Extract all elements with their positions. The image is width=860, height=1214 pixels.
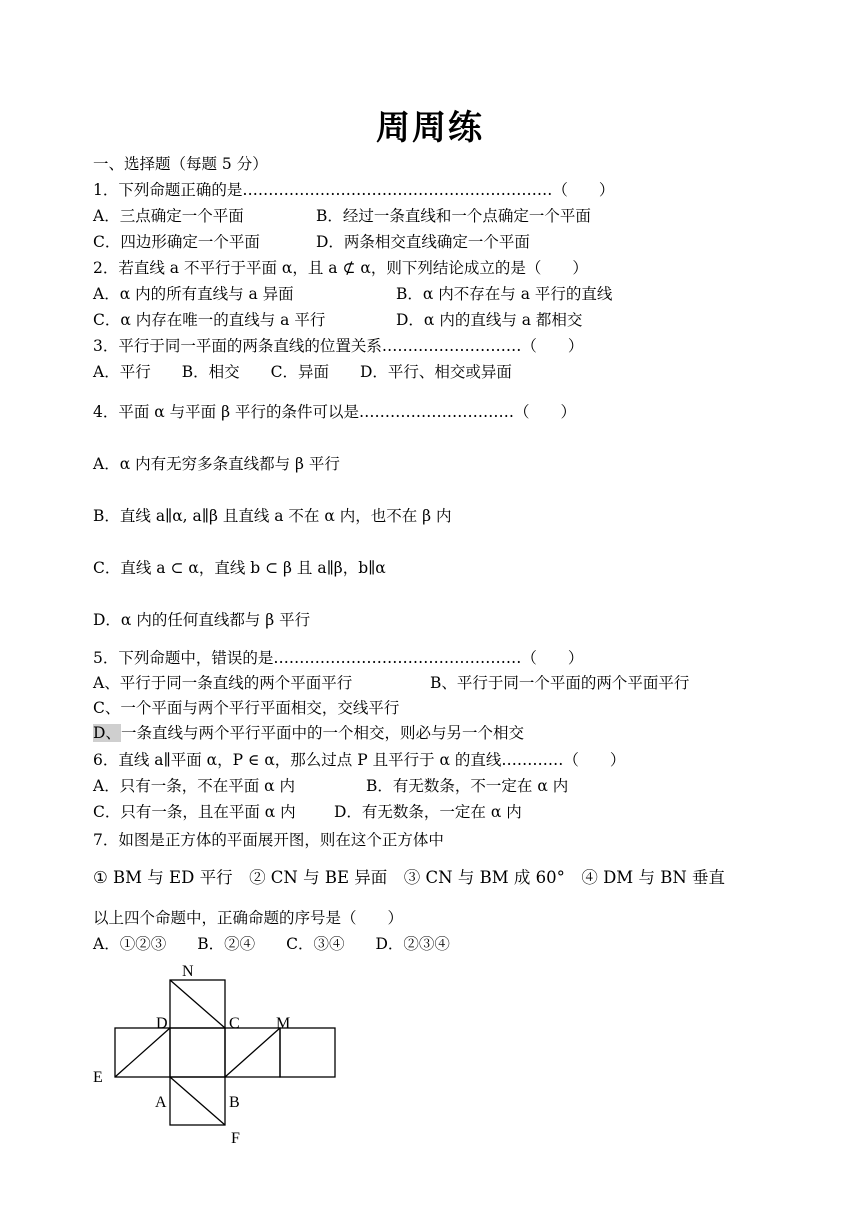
q7-propositions: ① BM 与 ED 平行 ② CN 与 BE 异面 ③ CN 与 BM 成 60° ④ DM 与 BN 垂直 [93, 868, 725, 887]
q1-option-b: B．经过一条直线和一个点确定一个平面 [316, 207, 591, 225]
q1-option-c: C．四边形确定一个平面 [93, 233, 260, 251]
label-f: F [231, 1130, 240, 1147]
label-a: A [155, 1094, 167, 1111]
q5-stem: 5．下列命题中，错误的是…………………………………………（ ） [93, 649, 584, 667]
q2-option-d: D．α 内的直线与 a 都相交 [396, 311, 583, 329]
q5-option-c: C、一个平面与两个平行平面相交，交线平行 [93, 699, 400, 717]
label-c: C [229, 1015, 240, 1032]
q7-options: A．①②③ B．②④ C．③④ D．②③④ [93, 935, 450, 953]
q4-stem: 4．平面 α 与平面 β 平行的条件可以是…………………………（ ） [93, 403, 576, 421]
q4-option-d: D．α 内的任何直线都与 β 平行 [93, 611, 311, 629]
section-heading: 一、选择题（每题 5 分） [93, 155, 268, 173]
q6-option-d: D．有无数条，一定在 α 内 [334, 803, 522, 821]
q1-option-a: A．三点确定一个平面 [93, 207, 244, 225]
label-d: D [156, 1015, 168, 1032]
q6-option-c: C．只有一条，且在平面 α 内 [93, 803, 296, 821]
q1-option-d: D．两条相交直线确定一个平面 [316, 233, 530, 251]
label-b: B [229, 1094, 240, 1111]
q2-option-c: C．α 内存在唯一的直线与 a 平行 [93, 311, 326, 329]
net-square-center [170, 1028, 225, 1077]
page-title: 周周练 [376, 108, 484, 148]
label-n: N [182, 963, 194, 980]
diagonal-ed [115, 1028, 170, 1077]
q5-option-a: A、平行于同一条直线的两个平面平行 [93, 674, 353, 692]
label-m: M [276, 1015, 291, 1032]
q6-option-b: B．有无数条，不一定在 α 内 [366, 777, 569, 795]
diagonal-bm [225, 1028, 280, 1077]
label-e: E [93, 1069, 103, 1086]
q5-option-d-text: 一条直线与两个平行平面中的一个相交，则必与另一个相交 [120, 724, 524, 742]
q6-stem: 6．直线 a∥平面 α，P ∈ α，那么过点 P 且平行于 α 的直线…………（ ） [93, 751, 626, 769]
q3-options: A．平行 B．相交 C．异面 D．平行、相交或异面 [93, 363, 512, 381]
q3-stem: 3．平行于同一平面的两条直线的位置关系………………………（ ） [93, 337, 584, 355]
q2-option-b: B．α 内不存在与 a 平行的直线 [396, 285, 613, 303]
q2-stem: 2．若直线 a 不平行于平面 α，且 a ⊄ α，则下列结论成立的是（ ） [93, 259, 588, 277]
q6-option-a: A．只有一条，不在平面 α 内 [93, 777, 296, 795]
diagonal-nc [170, 980, 225, 1028]
q1-stem: 1．下列命题正确的是……………………………………………………（ ） [93, 181, 615, 199]
q5-option-d-label: D、 [93, 724, 121, 742]
net-square-right2 [280, 1028, 335, 1077]
q7-question: 以上四个命题中，正确命题的序号是（ ） [93, 909, 404, 927]
diagonal-af [170, 1077, 225, 1125]
q4-option-c: C．直线 a ⊂ α，直线 b ⊂ β 且 a∥β，b∥α [93, 559, 386, 577]
q5-option-b: B、平行于同一个平面的两个平面平行 [430, 674, 690, 692]
q2-option-a: A．α 内的所有直线与 a 异面 [93, 285, 294, 303]
q4-option-a: A．α 内有无穷多条直线都与 β 平行 [93, 455, 340, 473]
q7-stem: 7．如图是正方体的平面展开图，则在这个正方体中 [93, 831, 444, 849]
q4-option-b: B．直线 a∥α, a∥β 且直线 a 不在 α 内，也不在 β 内 [93, 507, 452, 525]
